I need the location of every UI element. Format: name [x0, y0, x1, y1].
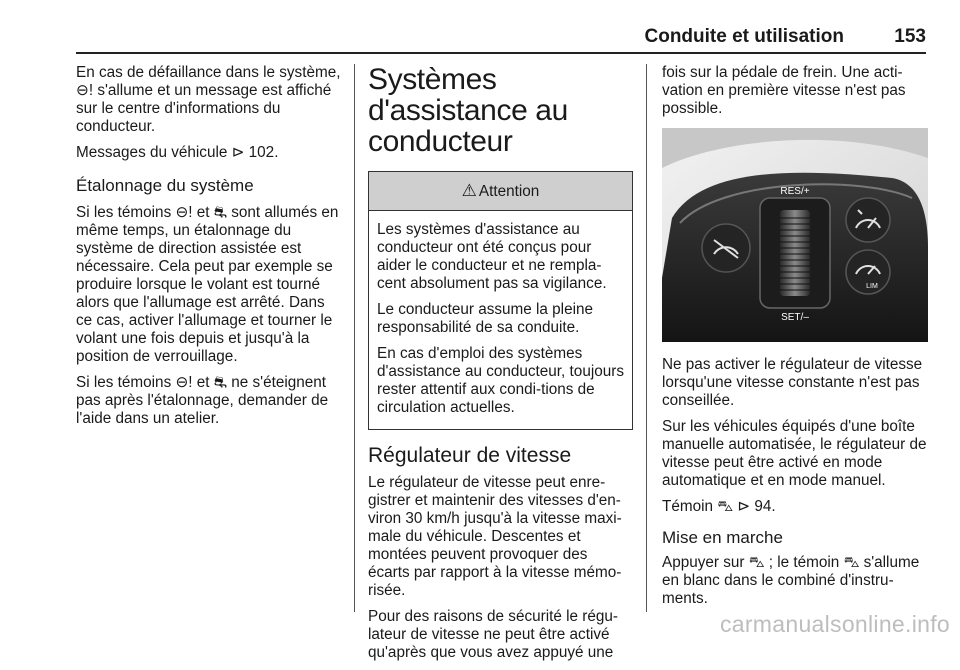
paragraph: Ne pas activer le régulateur de vitesse lorsqu'une vitesse constante n'est pas conseillée.: [662, 356, 923, 409]
paragraph: Sur les véhicules équipés d'une boîte manuelle automatisée, le régulateur de vitesse peut être activé en mode automatique et en mode manuel.: [662, 418, 927, 489]
column-divider: [354, 64, 355, 612]
paragraph: Appuyer sur ⛍ ; le témoin ⛍ s'allume en blanc dans le combiné d'instru-ments.: [662, 554, 920, 607]
paragraph: En cas de défaillance dans le système, ⊖! s'allume et un message est affiché sur le centre d'informations du conducteur.: [76, 64, 341, 135]
paragraph: En cas d'emploi des systèmes d'assistance au conducteur, toujours rester attentif aux condi-tions de circulation actuelles.: [377, 345, 624, 416]
page-number: 153: [894, 26, 926, 47]
column-middle: [368, 64, 633, 670]
paragraph: Si les témoins ⊖! et ⛐ ne s'éteignent pas après l'étalonnage, demander de l'aide dans un atelier.: [76, 374, 329, 427]
res-label: RES/+: [780, 186, 810, 197]
subheading-activation: Mise en marche: [662, 528, 783, 547]
attention-body: [369, 211, 632, 429]
paragraph: Pour des raisons de sécurité le régu-lateur de vitesse ne peut être activé qu'après que vous avez appuyé une: [368, 608, 618, 661]
chapter-title: Systèmes d'assistance au conducteur: [368, 63, 568, 158]
lim-label: LIM: [866, 283, 878, 290]
column-left: [76, 64, 344, 436]
paragraph: fois sur la pédale de frein. Une acti-vation en première vitesse n'est pas possible.: [662, 64, 906, 117]
paragraph: Le régulateur de vitesse peut enre-gistrer et maintenir des vitesses d'en-viron 30 km/h jusqu'à la vitesse maxi-male du véhicule. Descentes et montées peuvent provoquer des écarts par rapport à la vitesse mémo-risée.: [368, 474, 622, 599]
attention-label: Attention: [478, 183, 540, 200]
paragraph: Les systèmes d'assistance au conducteur ont été conçus pour aider le conducteur et ne rempla-cent absolument pas sa vigilance.: [377, 221, 607, 292]
column-divider: [646, 64, 647, 612]
section-heading-cruise: Régulateur de vitesse: [368, 444, 572, 467]
subheading-calibration: Étalonnage du système: [76, 176, 254, 195]
paragraph: Témoin ⛍ ⊳ 94.: [662, 498, 776, 515]
attention-header: [369, 172, 632, 211]
column-right: [662, 64, 928, 616]
paragraph: Si les témoins ⊖! et ⛐ sont allumés en même temps, un étalonnage du système de direction assistée est nécessaire. Cela peut par exemple se produire lorsque le volant est tourné alors que l'allumage est arrêté. Dans ce cas, activer l'allumage et tourner le volant une fois depuis et jusqu'à la position de verrouillage.: [76, 204, 339, 365]
warning-triangle-icon: ⚠: [461, 181, 477, 200]
section-title: Conduite et utilisation: [644, 26, 844, 47]
watermark: carmanualsonline.info: [719, 611, 950, 637]
steering-wheel-illustration: [662, 128, 928, 342]
page-header: [76, 24, 926, 54]
cruise-cancel-icon: [702, 224, 750, 272]
paragraph: Le conducteur assume la pleine responsabilité de sa conduite.: [377, 301, 593, 336]
set-label: SET/–: [781, 312, 809, 323]
cruise-control-icon: [846, 198, 890, 242]
steering-wheel-controls-photo: [662, 128, 928, 342]
speed-limiter-icon: [846, 250, 890, 294]
attention-box: [368, 171, 633, 430]
paragraph: Messages du véhicule ⊳ 102.: [76, 144, 279, 161]
